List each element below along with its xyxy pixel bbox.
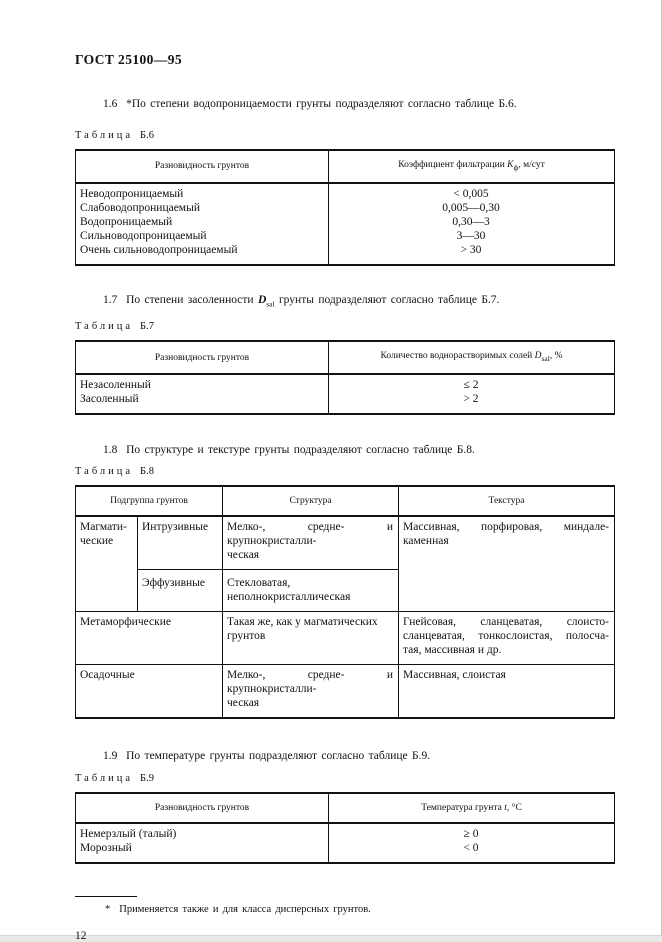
b9-temperature-header-text: Температура грунта: [421, 803, 505, 814]
table-row-text: Мелко-, средне- и крупнокристалли-: [227, 669, 394, 696]
paragraph-1-7-text: 1.7 По степени засоленности: [103, 293, 258, 306]
table-row-text: ческие: [80, 535, 114, 548]
b8-metamorphic-texture-cell: [399, 612, 615, 665]
table-row-text: Такая же, как у магматических грунтов: [227, 616, 378, 643]
table-row-text: Стекловатая, неполнокристаллическая: [227, 577, 351, 604]
b8-sedimentary-texture-cell: [399, 665, 615, 719]
table-b9: [75, 792, 615, 864]
table-row-value: > 2: [463, 393, 479, 406]
b8-texture-header: Текстура: [399, 486, 615, 516]
b8-structure-header: Структура: [223, 486, 399, 516]
b9-variety-header: Разновидность грунтов: [76, 793, 329, 823]
table-row-value: 3—30: [456, 229, 486, 242]
table-row-value: 0,30—3: [452, 215, 490, 228]
table-row-text: ческая: [227, 549, 260, 562]
b7-variety-header: Разновидность грунтов: [76, 341, 329, 374]
b6-filtration-header: [329, 150, 615, 183]
b8-magmatic-group-cell: [76, 516, 138, 612]
b7-dsal-subscript: sal: [541, 354, 550, 364]
table-row-text: Морозный: [80, 842, 132, 855]
table-label-word: Таблица: [75, 466, 134, 478]
table-row-text: Мелко-, средне- и крупнокристалли-: [227, 521, 394, 548]
table-label-number: Б.7: [140, 321, 154, 333]
footnote-text: Применяется также и для класса дисперсных грунтов.: [119, 904, 371, 916]
table-label-word: Таблица: [75, 773, 134, 785]
b8-subgroup-header: Подгруппа грунтов: [76, 486, 223, 516]
table-b6-label: [75, 130, 614, 141]
b7-salt-header-text: Количество воднорастворимых солей: [380, 351, 535, 362]
b7-variety-cell: [76, 374, 329, 414]
b8-sedimentary-group-cell: Осадочные: [76, 665, 223, 719]
b6-filtration-header-text: Коэффициент фильтрации: [398, 160, 508, 170]
table-row-text: Магмати-: [80, 521, 127, 534]
table-b9-body-row: [76, 823, 615, 863]
table-row-text: Неводопроницаемый: [80, 187, 184, 200]
table-b8-row-sedimentary: [76, 665, 615, 719]
b6-variety-cell: [76, 183, 329, 265]
b6-variety-header: Разновидность грунтов: [76, 150, 329, 183]
paragraph-1-9: 1.9 По температуре грунты подразделяют согласно таблице Б.9.: [103, 750, 431, 763]
table-label-word: Таблица: [75, 130, 134, 141]
b7-salt-unit: , %: [549, 351, 563, 362]
table-row-text: Массивная, порфировая, миндале-: [403, 521, 610, 534]
table-b8-label: [75, 466, 614, 477]
table-row-text: Массивная, слоистая: [403, 669, 506, 682]
table-label-word: Таблица: [75, 321, 134, 333]
table-row-text: каменная: [403, 535, 449, 548]
b8-sedimentary-structure-cell: [223, 665, 399, 719]
paragraph-1-6: 1.6 *По степени водопроницаемости грунты подразделяют согласно таблице Б.6.: [103, 98, 517, 110]
footnote: [75, 904, 614, 915]
table-label-number: Б.8: [140, 466, 154, 478]
b9-variety-cell: [76, 823, 329, 863]
table-b7-header-row: [76, 341, 615, 374]
b8-effusive-cell: Эффузивные: [138, 570, 223, 612]
table-row-text: Гнейсовая, сланцеватая, слоисто-: [403, 616, 610, 629]
table-b9-header-row: [76, 793, 615, 823]
table-row-text: тая, массивная и др.: [403, 644, 502, 657]
table-row-text: сланцеватая, тонкослоистая, полосча-: [403, 630, 610, 643]
footnote-divider: [75, 896, 137, 897]
b9-values-cell: [329, 823, 615, 863]
b8-effusive-structure-cell: [223, 570, 399, 612]
paragraph-1-8: 1.8 По структуре и текстуре грунты подразделяют согласно таблице Б.8.: [103, 444, 475, 457]
b7-salt-header: [329, 341, 615, 374]
table-b8: [75, 485, 615, 719]
page-number: 12: [75, 930, 87, 942]
table-row-text: ческая: [227, 697, 260, 710]
table-row-text: Засоленный: [80, 393, 139, 406]
table-b7-body-row: [76, 374, 615, 414]
table-row-value: < 0: [463, 842, 479, 855]
b8-magmatic-texture-cell: [399, 516, 615, 612]
table-row-value: > 30: [460, 243, 482, 256]
b8-intrusive-cell: Интрузивные: [138, 516, 223, 570]
table-row-value: ≤ 2: [463, 379, 479, 392]
page-content: [75, 0, 614, 942]
b9-temperature-header: [329, 793, 615, 823]
table-label-number: Б.9: [140, 773, 154, 785]
footnote-marker: *: [105, 904, 111, 916]
doc-number: ГОСТ 25100—95: [75, 52, 182, 67]
b8-metamorphic-group-cell: Метаморфические: [76, 612, 223, 665]
table-b7-label: [75, 321, 614, 332]
table-row-value: < 0,005: [453, 187, 489, 200]
b8-metamorphic-structure-cell: [223, 612, 399, 665]
table-row-text: Очень сильноводопроницаемый: [80, 243, 238, 256]
table-row-text: Водопроницаемый: [80, 215, 173, 228]
b7-dsal-symbol: D: [534, 351, 542, 362]
b6-filtration-symbol: К: [507, 160, 514, 170]
table-label-number: Б.6: [140, 130, 154, 141]
table-b8-row-metamorphic: [76, 612, 615, 665]
table-b6-body-row: [76, 183, 615, 265]
table-row-text: Немерзлый (талый): [80, 828, 177, 841]
dsal-subscript: sal: [266, 299, 275, 309]
table-row-value: 0,005—0,30: [442, 201, 500, 214]
b6-filtration-unit: , м/сут: [518, 160, 545, 170]
table-b6: [75, 149, 615, 266]
table-b6-header-row: [76, 150, 615, 183]
table-b9-label: [75, 773, 614, 784]
b9-t-symbol: t: [504, 803, 507, 814]
table-b8-header-row: [76, 486, 615, 516]
paragraph-1-7-text-end: грунты подразделяют согласно таблице Б.7.: [274, 293, 500, 306]
b7-values-cell: [329, 374, 615, 414]
table-b7: [75, 340, 615, 415]
table-row-text: Незасоленный: [80, 379, 151, 392]
b6-values-cell: [329, 183, 615, 265]
b8-intrusive-structure-cell: [223, 516, 399, 570]
table-row-text: Сильноводопроницаемый: [80, 229, 207, 242]
table-row-text: Слабоводопроницаемый: [80, 201, 200, 214]
b6-filtration-subscript: ф: [513, 162, 519, 172]
paragraph-1-7: [75, 293, 614, 311]
b9-temperature-unit: , °С: [506, 803, 522, 814]
table-b8-row-magmatic-intrusive: [76, 516, 615, 570]
dsal-symbol: D: [257, 293, 267, 306]
table-row-value: ≥ 0: [463, 828, 479, 841]
